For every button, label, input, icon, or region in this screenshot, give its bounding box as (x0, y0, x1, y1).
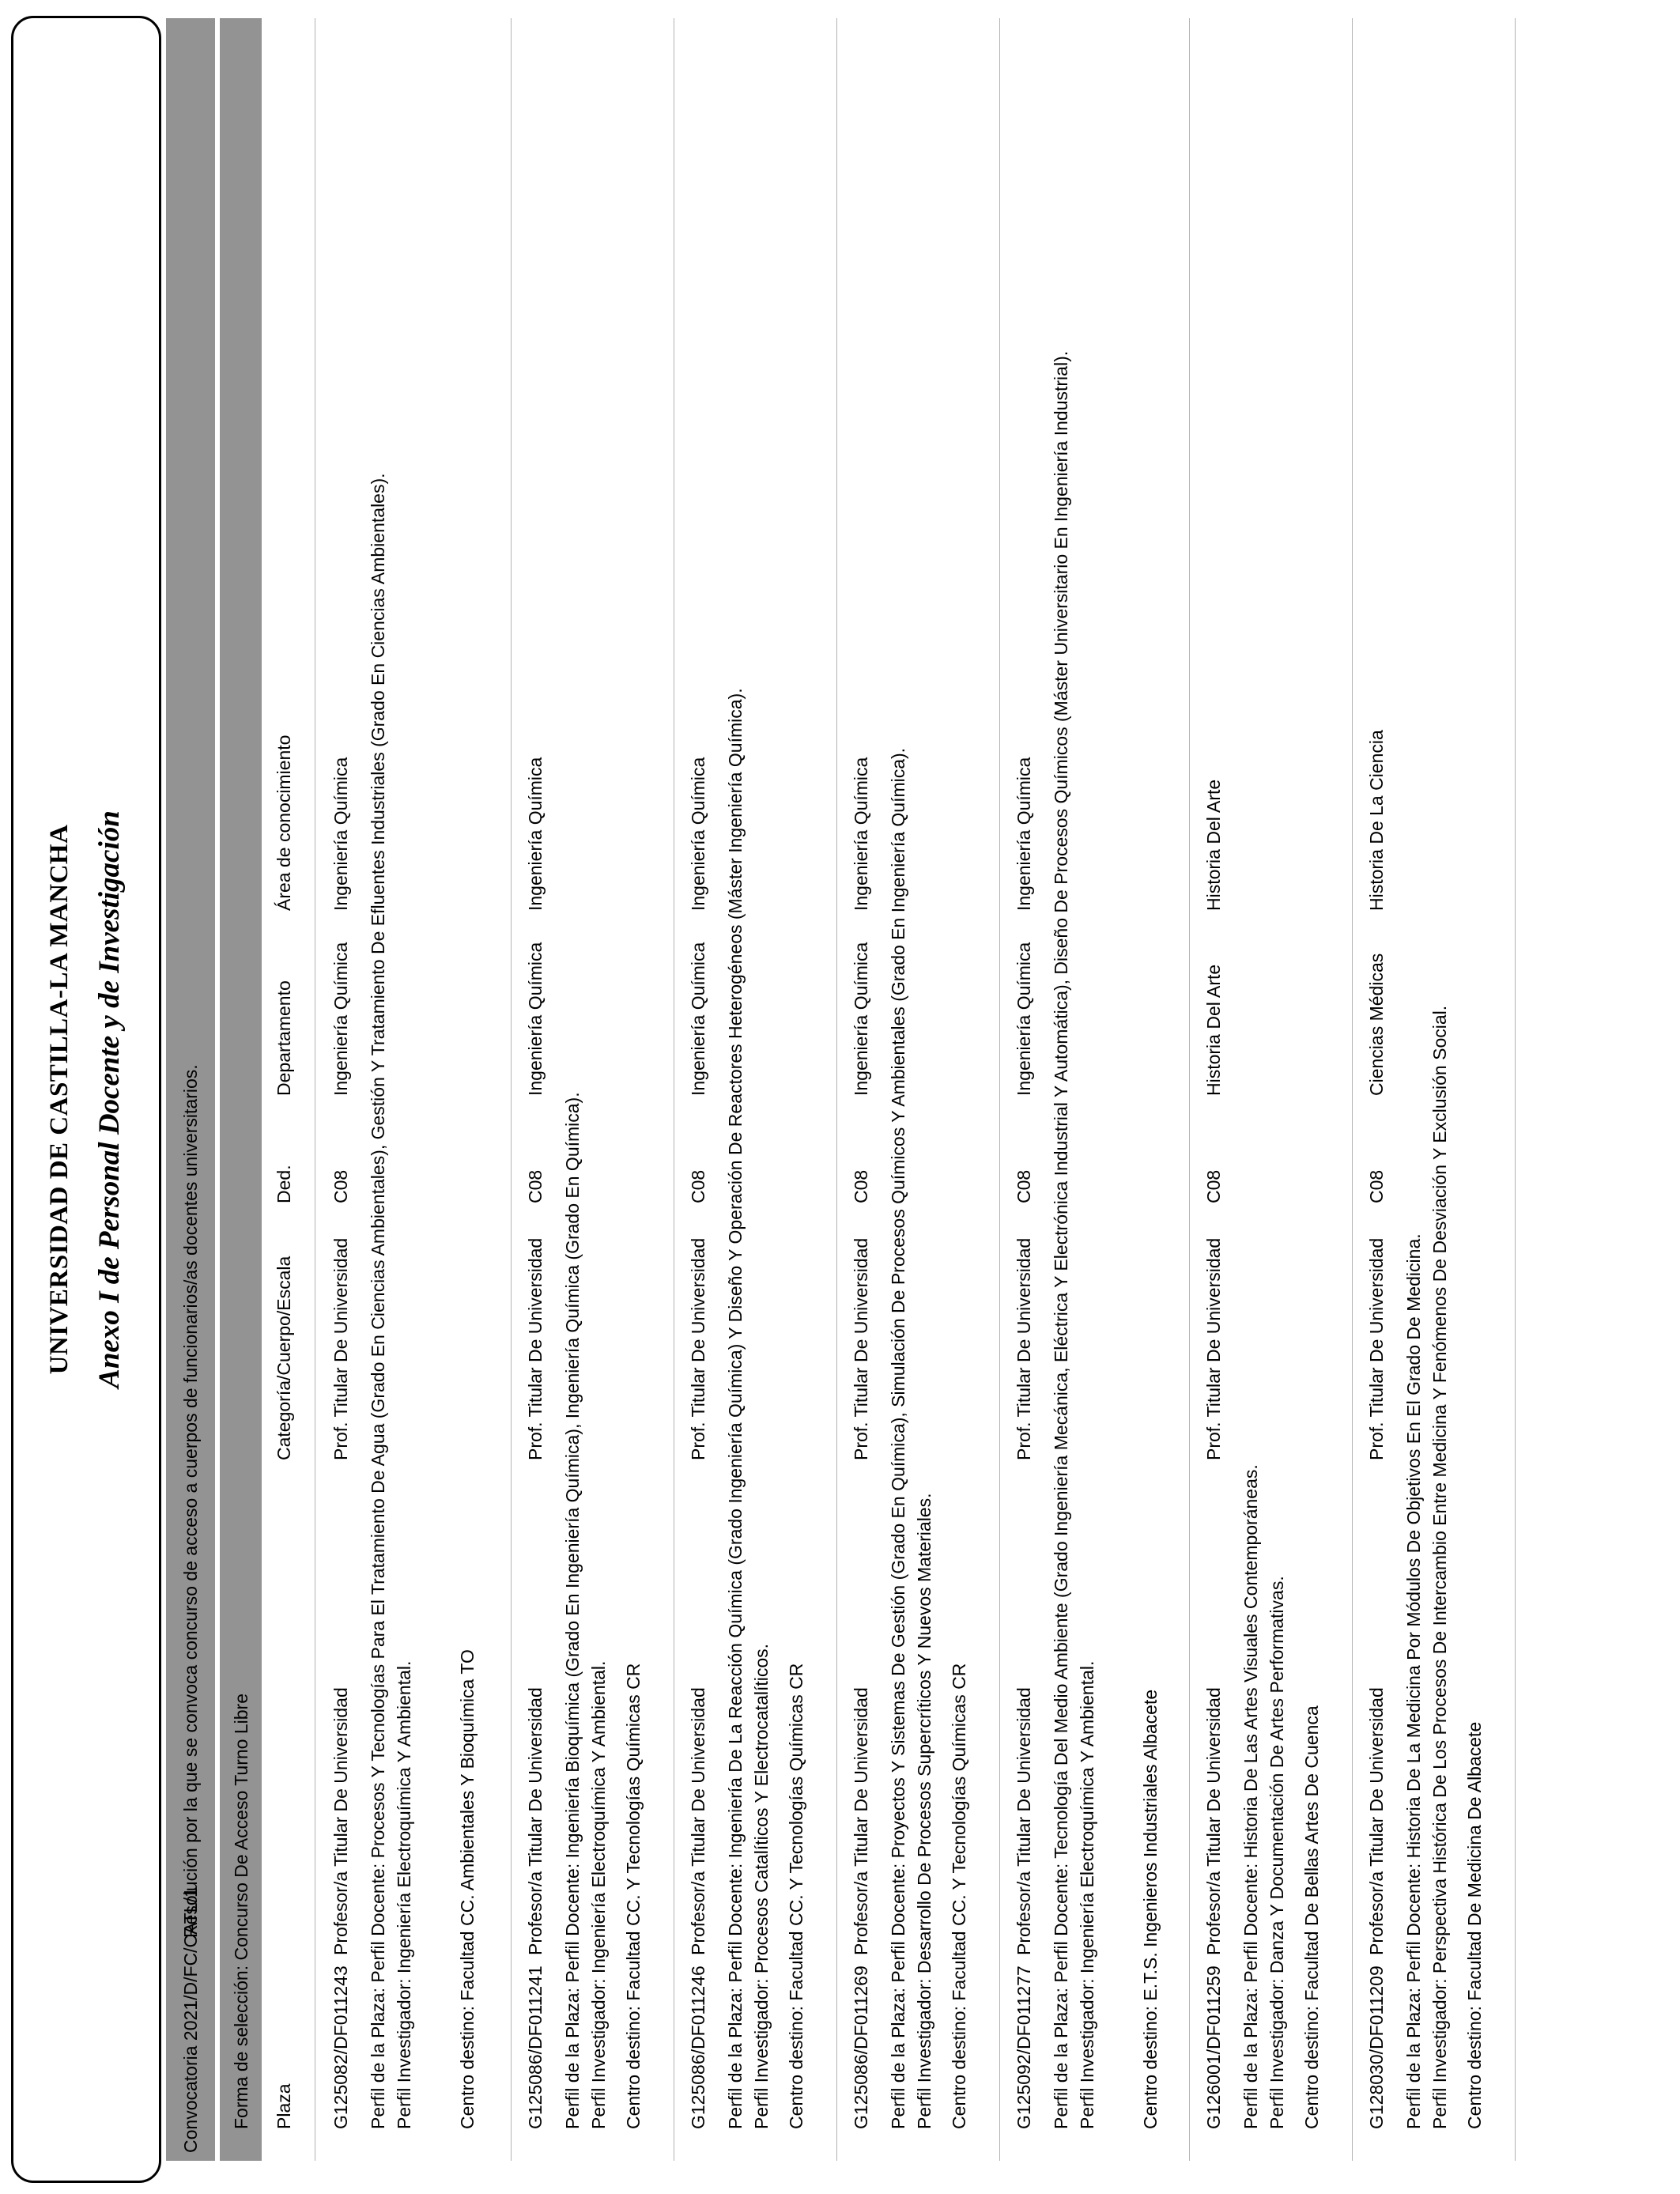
plaza-code: G125086/DF011246 (688, 1966, 708, 2129)
area-conocimiento: Historia Del Arte (1203, 779, 1224, 911)
departamento: Ingeniería Química (525, 942, 546, 1096)
perfiles (885, 26, 938, 2129)
area-conocimiento: Ingeniería Química (688, 757, 708, 911)
dedicacion: C08 (1366, 1169, 1387, 1203)
area-conocimiento: Ingeniería Química (1014, 757, 1034, 911)
categoria: Prof. Titular De Universidad (688, 1237, 708, 1460)
departamento: Ingeniería Química (1014, 942, 1034, 1096)
categoria: Prof. Titular De Universidad (1203, 1237, 1224, 1460)
departamento: Historia Del Arte (1203, 964, 1224, 1096)
departamento: Ciencias Médicas (1366, 953, 1387, 1096)
categoria: Prof. Titular De Universidad (525, 1237, 546, 1460)
col-ded: Ded. (274, 1165, 294, 1203)
perfil-investigador: Perfil Investigador: Perspectiva Histórica De Los Procesos De Intercambio Entre Medicina Y Fenómenos De Desviación Y Exclusión Social. (1429, 1005, 1450, 2129)
perfiles (1401, 26, 1453, 2129)
perfil-investigador: Perfil Investigador: Ingeniería Electroquímica Y Ambiental. (1077, 1660, 1097, 2129)
annex-title: Anexo I de Personal Docente y de Investigación (93, 810, 126, 1388)
perfil-investigador: Perfil Investigador: Danza Y Documentación De Artes Performativas. (1267, 1576, 1287, 2129)
perfil-investigador: Perfil Investigador: Desarrollo De Procesos Supercríticos Y Nuevos Materiales. (914, 1493, 934, 2129)
centro-destino: Centro destino: Facultad De Medicina De Albacete (1464, 1721, 1485, 2129)
profesor-title: Profesor/a Titular De Universidad (525, 1687, 546, 1955)
centro-destino: Centro destino: Facultad CC. Y Tecnologías Químicas CR (623, 1663, 644, 2129)
area-conocimiento: Ingeniería Química (525, 757, 546, 911)
perfil-plaza: Perfil de la Plaza: Perfil Docente: Tecnología Del Medio Ambiente (Grado Ingeniería Mecánica, Eléctrica Y Electrónica Industrial Y Automática), Diseño De Procesos Químicos (Máster Universitario En Ingeniería Industrial). (1051, 350, 1071, 2129)
forma-seleccion: Forma de selección: Concurso De Acceso Turno Libre (231, 1694, 251, 2129)
area-conocimiento: Ingeniería Química (851, 757, 871, 911)
plaza-code: G125082/DF011243 (330, 1966, 351, 2129)
perfil-plaza: Perfil de la Plaza: Perfil Docente: Procesos Y Tecnologías Para El Tratamiento De Agua (Grado En Ciencias Ambientales), Gestión Y Tratamiento De Efluentes Industriales (Grado En Ciencias Ambientales). (368, 473, 388, 2129)
departamento: Ingeniería Química (688, 942, 708, 1096)
area-conocimiento: Ingeniería Química (330, 757, 351, 911)
dedicacion: C08 (525, 1169, 546, 1203)
perfil-plaza: Perfil de la Plaza: Perfil Docente: Ingeniería De La Reacción Química (Grado Ingeniería Química) Y Diseño Y Operación De Reactores Heterogéneos (Máster Ingeniería Química). (725, 688, 746, 2129)
university-title: UNIVERSIDAD DE CASTILLA-LA MANCHA (45, 824, 74, 1375)
forma-seleccion-band (220, 18, 262, 2161)
profesor-title: Profesor/a Titular De Universidad (1203, 1687, 1224, 1955)
centro-destino: Centro destino: Facultad CC. Y Tecnologías Químicas CR (786, 1663, 806, 2129)
divider (511, 18, 512, 2161)
convocatoria-resolution: Resolución por la que se convoca concurso de acceso a cuerpos de funcionarios/as docentes universitarios. (180, 1064, 201, 1938)
plaza-code: G126001/DF011259 (1203, 1966, 1224, 2129)
dedicacion: C08 (330, 1169, 351, 1203)
header-box (11, 16, 161, 2183)
col-departamento: Departamento (274, 980, 294, 1096)
divider (1515, 18, 1516, 2161)
area-conocimiento: Historia De La Ciencia (1366, 730, 1387, 911)
categoria: Prof. Titular De Universidad (851, 1237, 871, 1460)
col-plaza: Plaza (274, 2083, 294, 2129)
perfiles (1238, 26, 1290, 2129)
profesor-title: Profesor/a Titular De Universidad (1366, 1687, 1387, 1955)
plaza-code: G128030/DF011209 (1366, 1966, 1387, 2129)
plaza-code: G125092/DF011277 (1014, 1966, 1034, 2129)
perfil-plaza: Perfil de la Plaza: Perfil Docente: Historia De La Medicina Por Módulos De Objetivos En El Grado De Medicina. (1403, 1233, 1424, 2129)
categoria: Prof. Titular De Universidad (1014, 1237, 1034, 1460)
categoria: Prof. Titular De Universidad (330, 1237, 351, 1460)
divider (1352, 18, 1353, 2161)
perfil-plaza: Perfil de la Plaza: Perfil Docente: Historia De Las Artes Visuales Contemporáneas. (1240, 1464, 1261, 2129)
dedicacion: C08 (1203, 1169, 1224, 1203)
centro-destino: Centro destino: Facultad CC. Y Tecnologías Químicas CR (949, 1663, 969, 2129)
centro-destino: Centro destino: E.T.S. Ingenieros Industriales Albacete (1140, 1689, 1161, 2129)
departamento: Ingeniería Química (330, 942, 351, 1096)
perfiles (365, 26, 417, 2129)
divider (1189, 18, 1190, 2161)
centro-destino: Centro destino: Facultad CC. Ambientales Y Bioquímica TO (457, 1649, 478, 2129)
dedicacion: C08 (1014, 1169, 1034, 1203)
perfiles (1048, 26, 1100, 2129)
profesor-title: Profesor/a Titular De Universidad (688, 1687, 708, 1955)
centro-destino: Centro destino: Facultad De Bellas Artes De Cuenca (1301, 1705, 1322, 2129)
column-headers (274, 18, 305, 2161)
perfil-investigador: Perfil Investigador: Ingeniería Electroquímica Y Ambiental. (394, 1660, 414, 2129)
col-area: Área de conocimiento (274, 734, 294, 911)
perfil-plaza: Perfil de la Plaza: Perfil Docente: Ingeniería Bioquímica (Grado En Ingeniería Química), Ingeniería Química (Grado En Química). (562, 1092, 583, 2129)
dedicacion: C08 (851, 1169, 871, 1203)
profesor-title: Profesor/a Titular De Universidad (851, 1687, 871, 1955)
perfiles (560, 26, 612, 2129)
perfil-investigador: Perfil Investigador: Ingeniería Electroquímica Y Ambiental. (588, 1660, 609, 2129)
divider (999, 18, 1000, 2161)
col-categoria: Categoría/Cuerpo/Escala (274, 1256, 294, 1460)
convocatoria-code: Convocatoria 2021/D/FC/CATL/1 (180, 1887, 201, 2153)
plaza-code: G125086/DF011269 (851, 1966, 871, 2129)
departamento: Ingeniería Química (851, 942, 871, 1096)
perfil-investigador: Perfil Investigador: Procesos Catalíticos Y Electrocatalíticos. (751, 1643, 772, 2129)
divider (836, 18, 837, 2161)
convocatoria-band (166, 18, 215, 2161)
perfil-plaza: Perfil de la Plaza: Perfil Docente: Proyectos Y Sistemas De Gestión (Grado En Química), Simulación De Procesos Químicos Y Ambientales (Grado En Ingeniería Química). (888, 747, 908, 2129)
dedicacion: C08 (688, 1169, 708, 1203)
categoria: Prof. Titular De Universidad (1366, 1237, 1387, 1460)
profesor-title: Profesor/a Titular De Universidad (1014, 1687, 1034, 1955)
perfiles (723, 26, 775, 2129)
profesor-title: Profesor/a Titular De Universidad (330, 1687, 351, 1955)
plaza-code: G125086/DF011241 (525, 1966, 546, 2129)
